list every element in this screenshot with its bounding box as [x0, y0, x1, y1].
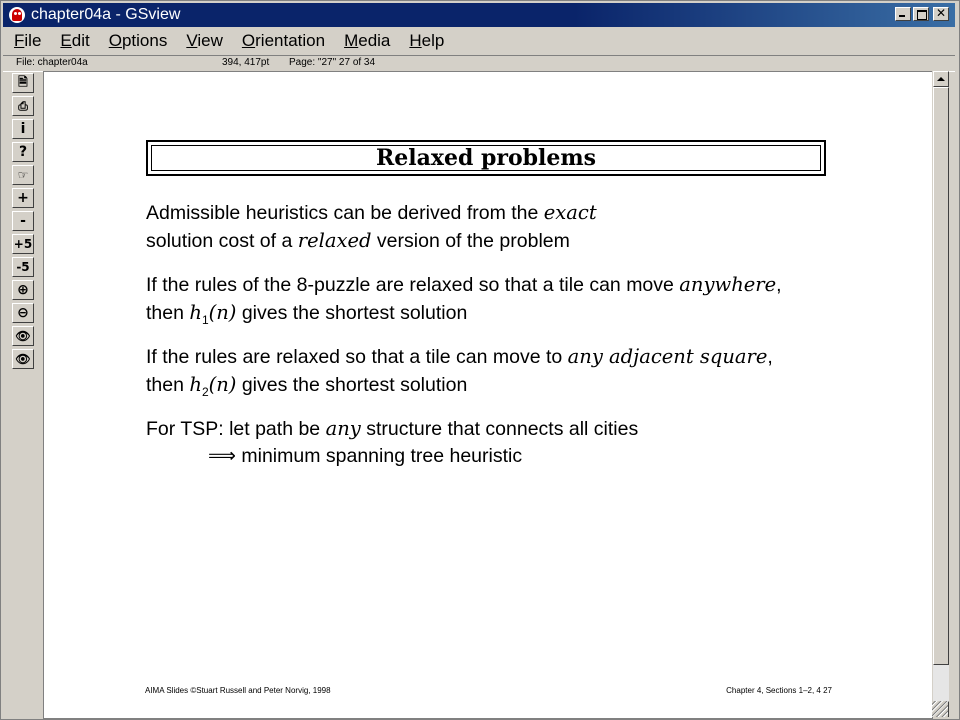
find-next-button[interactable]: [12, 349, 34, 369]
prev-5-pages-button[interactable]: [12, 257, 34, 277]
minimize-icon: [899, 15, 905, 17]
title-bar[interactable]: [3, 3, 955, 27]
p2-emphasis-anywhere: anywhere: [679, 273, 777, 296]
minus-icon: -: [20, 213, 26, 229]
menu-orientation[interactable]: Orientation: [241, 31, 326, 50]
p2-h: h: [189, 301, 202, 324]
p2-text-b: gives the shortest solution: [236, 302, 468, 324]
close-icon: ✕: [935, 6, 947, 20]
status-page: Page: "27" 27 of 34: [289, 57, 376, 68]
plus-five-icon: +5: [13, 237, 33, 251]
info-button[interactable]: [12, 119, 34, 139]
paragraph-8-puzzle: [146, 271, 782, 334]
p3-h: h: [189, 373, 202, 396]
menu-view[interactable]: View: [186, 31, 223, 50]
p4-emphasis-any: any: [325, 417, 361, 440]
p1-text-c: version of the problem: [371, 230, 570, 252]
p3-text-a: If the rules are relaxed so that a tile can move to: [146, 346, 568, 368]
paragraph-adjacent: [146, 343, 773, 406]
slide-title: Relaxed problems: [375, 145, 597, 171]
zoom-out-button[interactable]: [12, 303, 34, 323]
size-grip[interactable]: [932, 701, 948, 717]
paragraph-admissible: [146, 199, 597, 255]
find-button[interactable]: [12, 326, 34, 346]
window-title: chapter04a - GSview: [31, 6, 181, 23]
p2-comma: ,: [776, 274, 782, 296]
p3-emphasis-adjacent: any adjacent square: [567, 345, 768, 368]
scroll-thumb[interactable]: [933, 87, 949, 665]
find-icon: 👁: [15, 329, 31, 343]
p1-text-b: solution cost of a: [146, 230, 298, 252]
next-page-button[interactable]: [12, 188, 34, 208]
p3-then: then: [146, 374, 190, 396]
paragraph-tsp: [146, 415, 638, 470]
find-next-icon: 👁: [15, 352, 31, 366]
p3-arg: (n): [208, 373, 237, 396]
minimize-button[interactable]: [895, 7, 911, 21]
help-button[interactable]: [12, 142, 34, 162]
menu-file[interactable]: File: [14, 31, 42, 50]
slide-footer-left: AIMA Slides ©Stuart Russell and Peter Norvig, 1998: [145, 686, 331, 695]
gsview-ghost-icon[interactable]: [9, 7, 25, 23]
zoom-out-icon: ⊖: [17, 305, 29, 321]
plus-icon: +: [17, 190, 29, 206]
info-icon: i: [20, 121, 26, 137]
p4-text-a: For TSP: let path be: [146, 418, 326, 440]
menu-media[interactable]: Media: [344, 31, 391, 50]
p3-h-subscript: 2: [201, 384, 209, 399]
zoom-in-button[interactable]: [12, 280, 34, 300]
slide-title-box: [146, 140, 826, 176]
implies-arrow-icon: ⟹: [208, 445, 236, 467]
goto-page-button[interactable]: [12, 165, 34, 185]
p1-emphasis-exact: exact: [543, 201, 597, 224]
p2-then: then: [146, 302, 190, 324]
menu-bar: [3, 28, 955, 54]
menu-help[interactable]: Help: [409, 31, 445, 50]
status-coordinates: 394, 417pt: [222, 57, 270, 68]
maximize-icon: [917, 10, 927, 20]
p3-text-b: gives the shortest solution: [236, 374, 468, 396]
open-file-icon: 🗎: [18, 74, 28, 89]
p3-comma: ,: [767, 346, 773, 368]
status-strip: [3, 55, 955, 72]
status-file: File: chapter04a: [16, 57, 88, 68]
toolbar: [12, 73, 36, 372]
p2-text-a: If the rules of the 8-puzzle are relaxed so that a tile can move: [146, 274, 680, 296]
p1-text-a: Admissible heuristics can be derived from the: [146, 202, 544, 224]
minus-five-icon: -5: [16, 260, 30, 274]
p4-text-c: minimum spanning tree heuristic: [235, 445, 523, 467]
goto-page-icon: ☞: [17, 168, 29, 182]
p2-arg: (n): [208, 301, 237, 324]
scroll-up-arrow-icon: [937, 77, 945, 81]
maximize-button[interactable]: [913, 7, 929, 21]
print-button[interactable]: [12, 96, 34, 116]
print-icon: ⎙: [18, 98, 28, 113]
next-5-pages-button[interactable]: [12, 234, 34, 254]
prev-page-button[interactable]: [12, 211, 34, 231]
slide-footer-right: Chapter 4, Sections 1–2, 4 27: [726, 686, 832, 695]
vertical-scrollbar[interactable]: [932, 71, 949, 717]
p1-emphasis-relaxed: relaxed: [297, 229, 372, 252]
scroll-up-button[interactable]: [933, 71, 949, 87]
open-file-button[interactable]: [12, 73, 34, 93]
p2-h-subscript: 1: [201, 312, 209, 327]
menu-options[interactable]: Options: [108, 31, 168, 50]
zoom-in-icon: ⊕: [17, 282, 29, 298]
document-view[interactable]: [43, 71, 933, 719]
help-icon: ?: [18, 144, 28, 160]
close-button[interactable]: [933, 7, 949, 21]
p4-text-b: structure that connects all cities: [360, 418, 639, 440]
menu-edit[interactable]: Edit: [60, 31, 90, 50]
